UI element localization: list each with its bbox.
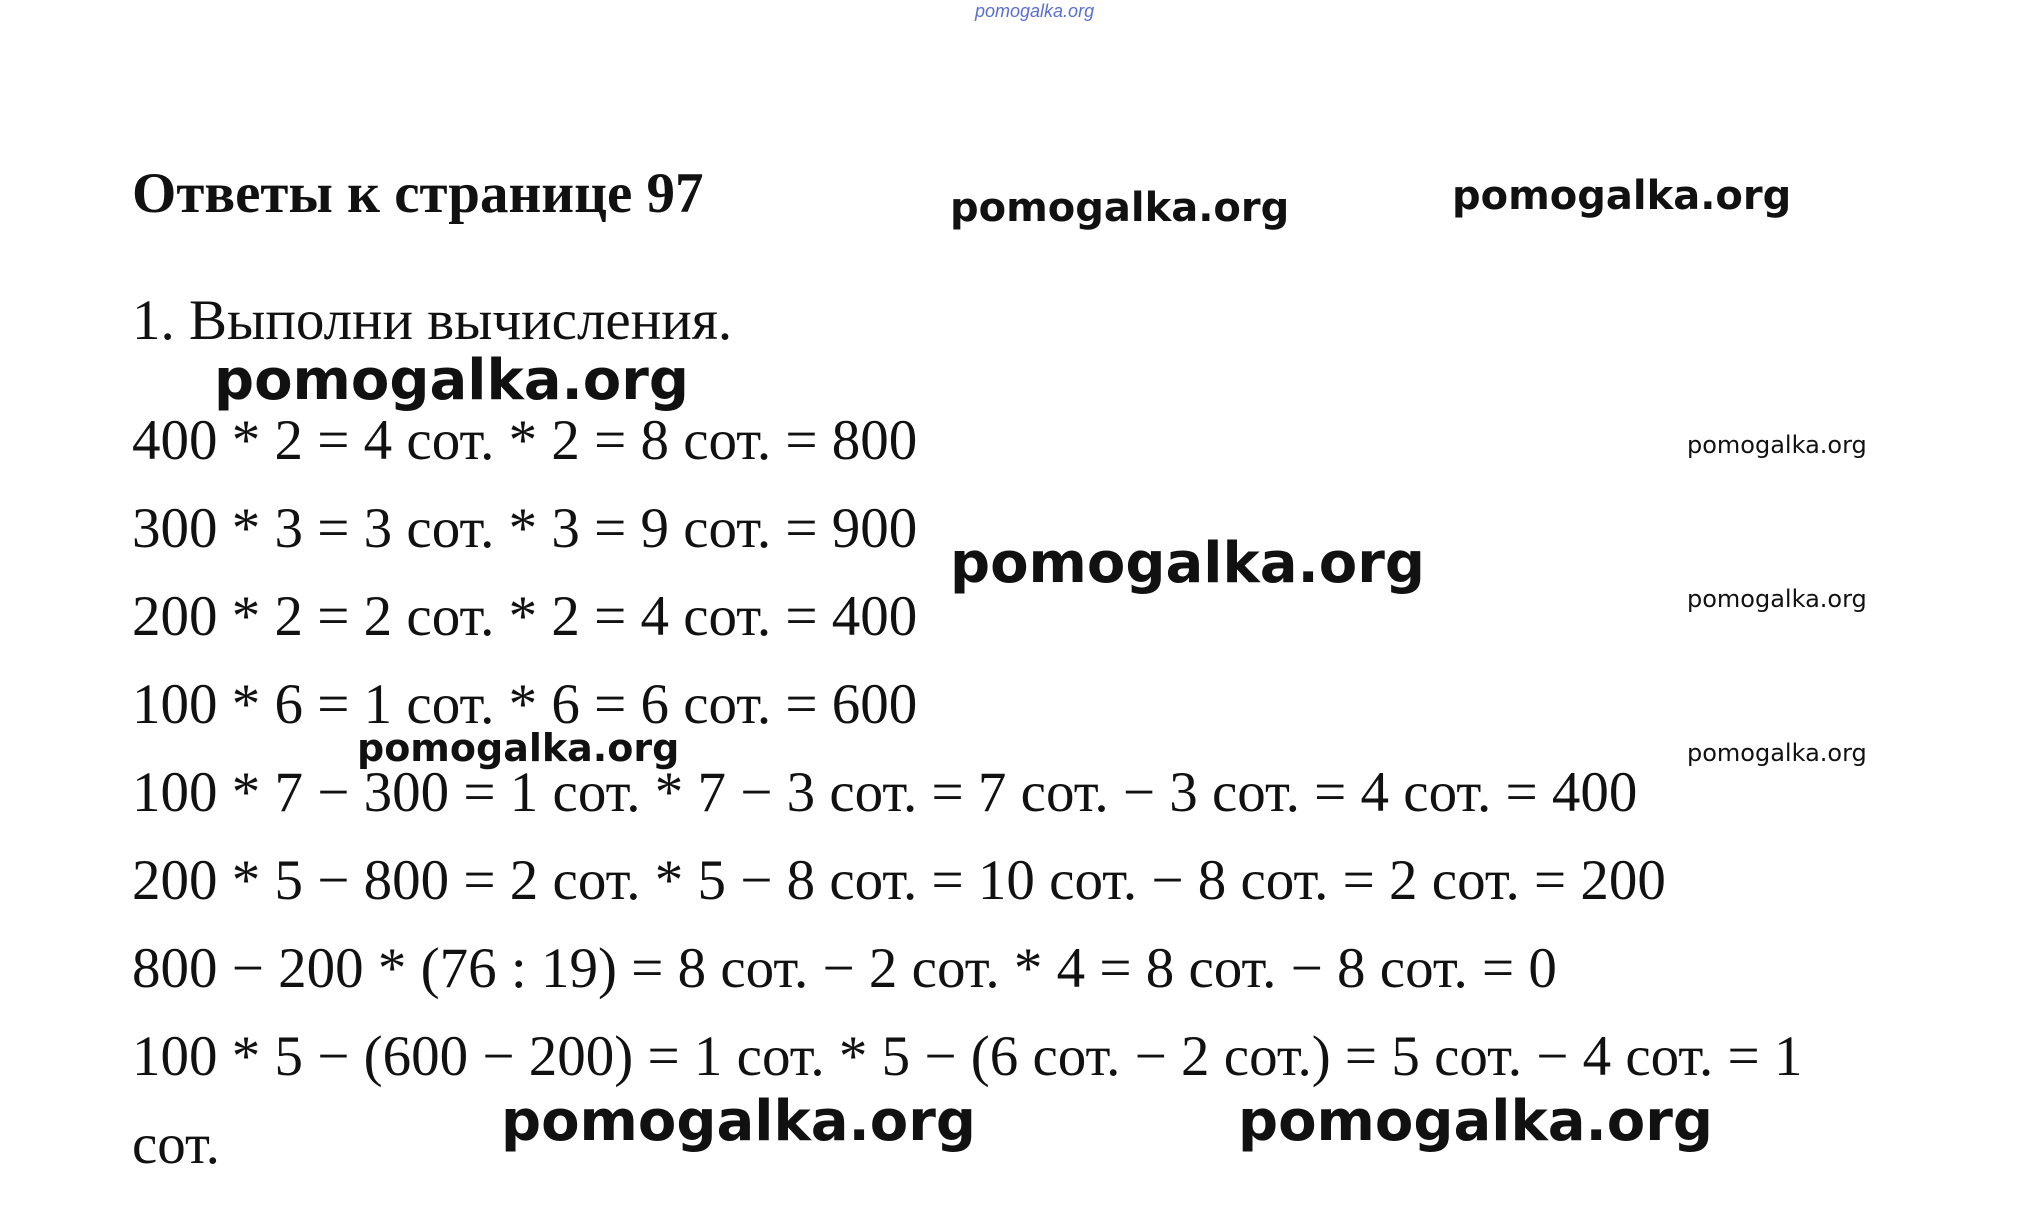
- site-mark[interactable]: pomogalka.org: [975, 1, 1095, 21]
- watermark: pomogalka.org: [950, 531, 1425, 596]
- watermark: pomogalka.org: [950, 185, 1290, 231]
- calc-line-1: 400 * 2 = 4 сот. * 2 = 8 сот. = 800: [132, 409, 918, 472]
- task-heading: 1. Выполни вычисления.: [132, 289, 733, 352]
- page-title: Ответы к странице 97: [132, 162, 704, 225]
- calc-line-2: 300 * 3 = 3 сот. * 3 = 9 сот. = 900: [132, 497, 918, 560]
- calc-line-5: 100 * 7 − 300 = 1 сот. * 7 − 3 сот. = 7 сот. − 3 сот. = 4 сот. = 400: [132, 761, 1638, 824]
- calc-line-4: 100 * 6 = 1 сот. * 6 = 6 сот. = 600: [132, 673, 918, 736]
- watermark: pomogalka.org: [1238, 1089, 1713, 1154]
- watermark: pomogalka.org: [1687, 585, 1867, 613]
- watermark: pomogalka.org: [501, 1089, 976, 1154]
- calc-line-8: 100 * 5 − (600 − 200) = 1 сот. * 5 − (6 сот. − 2 сот.) = 5 сот. − 4 сот. = 1: [132, 1025, 1803, 1088]
- watermark: pomogalka.org: [1687, 431, 1867, 459]
- calc-line-6: 200 * 5 − 800 = 2 сот. * 5 − 8 сот. = 10 сот. − 8 сот. = 2 сот. = 200: [132, 849, 1666, 912]
- calc-line-3: 200 * 2 = 2 сот. * 2 = 4 сот. = 400: [132, 585, 918, 648]
- watermark: pomogalka.org: [357, 726, 680, 770]
- calc-line-9: сот.: [132, 1113, 220, 1176]
- calc-line-7: 800 − 200 * (76 : 19) = 8 сот. − 2 сот. * 4 = 8 сот. − 8 сот. = 0: [132, 937, 1557, 1000]
- watermark: pomogalka.org: [1687, 739, 1867, 767]
- watermark: pomogalka.org: [1452, 173, 1792, 219]
- watermark: pomogalka.org: [214, 348, 689, 413]
